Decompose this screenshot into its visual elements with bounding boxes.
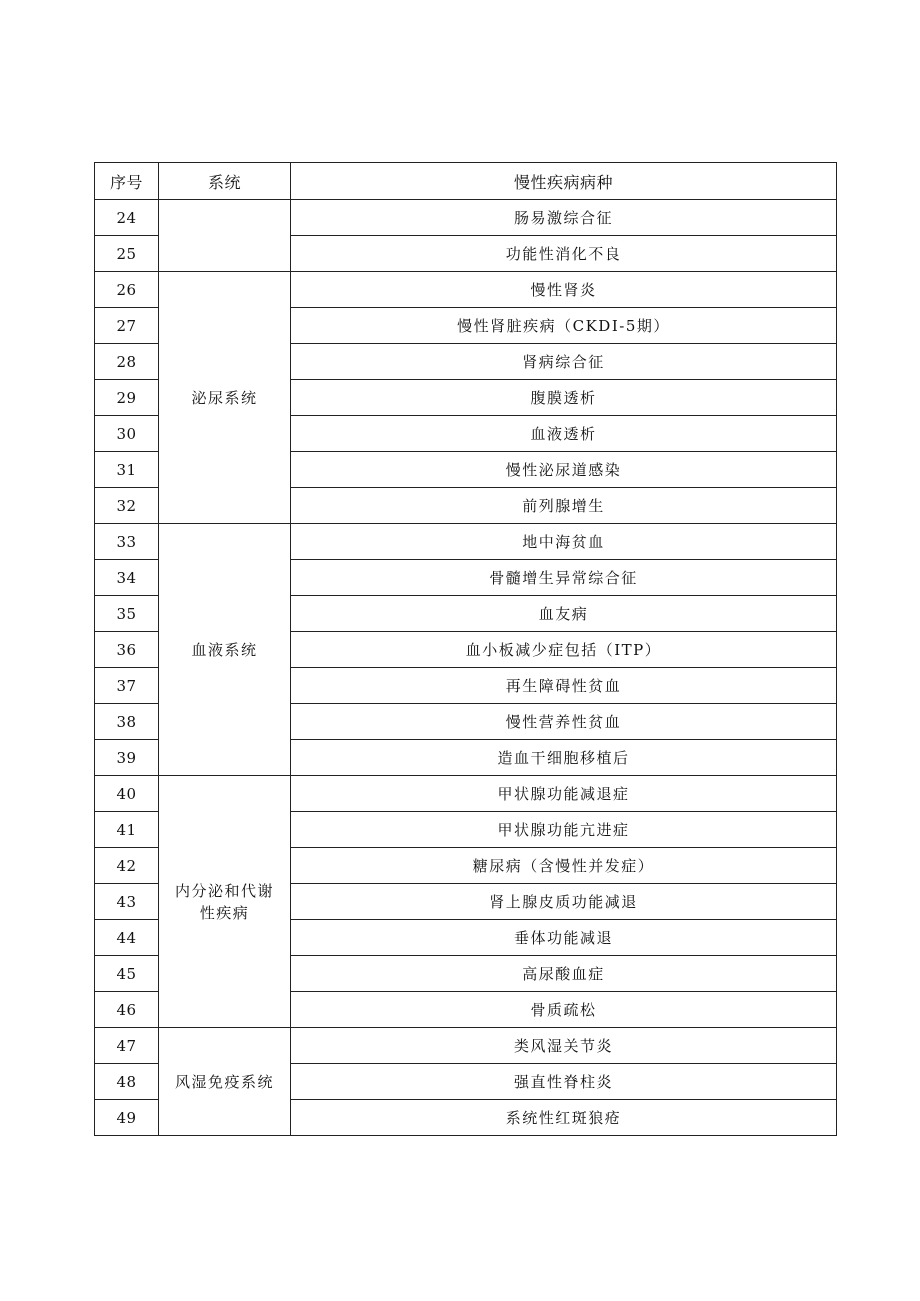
table-body bbox=[95, 200, 837, 1136]
row-number: 41 bbox=[95, 812, 159, 848]
disease-name: 功能性消化不良 bbox=[291, 236, 837, 272]
disease-name: 血液透析 bbox=[291, 416, 837, 452]
disease-name: 高尿酸血症 bbox=[291, 956, 837, 992]
table-header-row bbox=[95, 163, 837, 200]
row-number: 44 bbox=[95, 920, 159, 956]
disease-name: 慢性营养性贫血 bbox=[291, 704, 837, 740]
row-number: 25 bbox=[95, 236, 159, 272]
disease-name: 强直性脊柱炎 bbox=[291, 1064, 837, 1100]
system-cell: 血液系统 bbox=[159, 524, 291, 776]
table-row bbox=[95, 1028, 837, 1064]
disease-name: 肾上腺皮质功能减退 bbox=[291, 884, 837, 920]
row-number: 48 bbox=[95, 1064, 159, 1100]
row-number: 36 bbox=[95, 632, 159, 668]
disease-name: 甲状腺功能亢进症 bbox=[291, 812, 837, 848]
disease-name: 肠易激综合征 bbox=[291, 200, 837, 236]
row-number: 34 bbox=[95, 560, 159, 596]
disease-table bbox=[94, 162, 837, 1136]
row-number: 33 bbox=[95, 524, 159, 560]
disease-name: 垂体功能减退 bbox=[291, 920, 837, 956]
header-system: 系统 bbox=[159, 163, 291, 200]
row-number: 29 bbox=[95, 380, 159, 416]
system-cell: 泌尿系统 bbox=[159, 272, 291, 524]
disease-name: 再生障碍性贫血 bbox=[291, 668, 837, 704]
row-number: 43 bbox=[95, 884, 159, 920]
row-number: 40 bbox=[95, 776, 159, 812]
table-row bbox=[95, 200, 837, 236]
header-disease: 慢性疾病病种 bbox=[291, 163, 837, 200]
table-row bbox=[95, 776, 837, 812]
row-number: 27 bbox=[95, 308, 159, 344]
disease-name: 慢性肾脏疾病（CKDI-5期） bbox=[291, 308, 837, 344]
system-cell: 风湿免疫系统 bbox=[159, 1028, 291, 1136]
row-number: 26 bbox=[95, 272, 159, 308]
disease-name: 血小板减少症包括（ITP） bbox=[291, 632, 837, 668]
disease-name: 骨髓增生异常综合征 bbox=[291, 560, 837, 596]
row-number: 45 bbox=[95, 956, 159, 992]
disease-name: 糖尿病（含慢性并发症） bbox=[291, 848, 837, 884]
row-number: 35 bbox=[95, 596, 159, 632]
row-number: 38 bbox=[95, 704, 159, 740]
row-number: 28 bbox=[95, 344, 159, 380]
row-number: 42 bbox=[95, 848, 159, 884]
disease-name: 骨质疏松 bbox=[291, 992, 837, 1028]
system-cell bbox=[159, 200, 291, 272]
header-number: 序号 bbox=[95, 163, 159, 200]
row-number: 47 bbox=[95, 1028, 159, 1064]
row-number: 24 bbox=[95, 200, 159, 236]
disease-name: 前列腺增生 bbox=[291, 488, 837, 524]
table-row bbox=[95, 272, 837, 308]
disease-name: 地中海贫血 bbox=[291, 524, 837, 560]
row-number: 32 bbox=[95, 488, 159, 524]
disease-name: 系统性红斑狼疮 bbox=[291, 1100, 837, 1136]
row-number: 46 bbox=[95, 992, 159, 1028]
row-number: 49 bbox=[95, 1100, 159, 1136]
row-number: 37 bbox=[95, 668, 159, 704]
disease-name: 类风湿关节炎 bbox=[291, 1028, 837, 1064]
system-cell: 内分泌和代谢性疾病 bbox=[159, 776, 291, 1028]
disease-name: 慢性肾炎 bbox=[291, 272, 837, 308]
row-number: 30 bbox=[95, 416, 159, 452]
disease-name: 造血干细胞移植后 bbox=[291, 740, 837, 776]
disease-name: 甲状腺功能减退症 bbox=[291, 776, 837, 812]
disease-name: 腹膜透析 bbox=[291, 380, 837, 416]
disease-name: 慢性泌尿道感染 bbox=[291, 452, 837, 488]
disease-name: 血友病 bbox=[291, 596, 837, 632]
disease-name: 肾病综合征 bbox=[291, 344, 837, 380]
row-number: 39 bbox=[95, 740, 159, 776]
table-row bbox=[95, 524, 837, 560]
row-number: 31 bbox=[95, 452, 159, 488]
